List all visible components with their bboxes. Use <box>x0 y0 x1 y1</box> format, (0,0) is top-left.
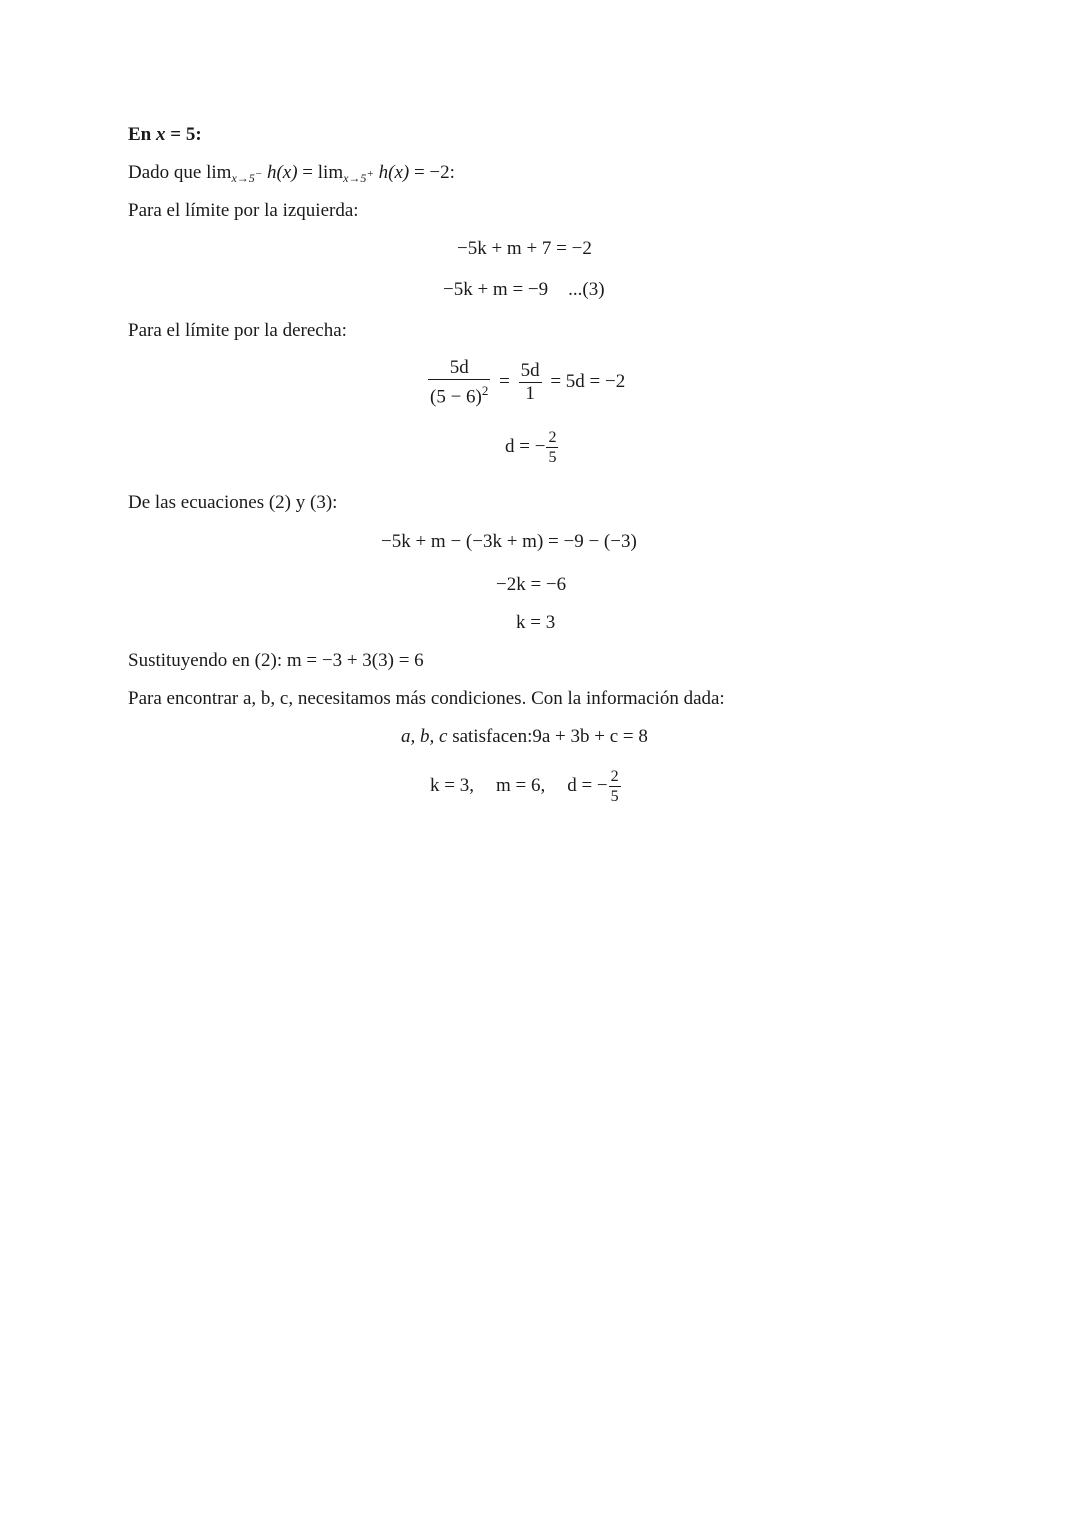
result-k: k = 3, <box>430 774 474 796</box>
conditions-equation <box>401 726 648 748</box>
given-limits-line <box>128 162 455 186</box>
d-value-equation <box>505 429 562 466</box>
right-limit-equation <box>424 358 625 407</box>
system-eq2: −2k = −6 <box>496 574 567 595</box>
conditions-mid: satisfacen: <box>447 726 533 747</box>
fraction-2-over-5: $\frac{2}{5}$ <box>548 429 557 466</box>
left-limit-eq1: −5k + m + 7 = −2 <box>457 238 592 259</box>
lim-left-sub: x→5− <box>231 168 263 185</box>
h-of-x-right: h(x) <box>378 162 410 183</box>
left-limit-eq2-row <box>443 279 605 301</box>
given-prefix: Dado que <box>128 162 207 183</box>
heading-variable: x <box>156 124 166 145</box>
left-limit-label: Para el límite por la izquierda: <box>128 200 359 221</box>
substitution-line <box>128 650 424 672</box>
lim-left: lim <box>206 162 232 183</box>
equals-sign: = <box>297 162 318 183</box>
system-eq1: −5k + m − (−3k + m) = −9 − (−3) <box>381 531 637 552</box>
fraction-5d-over-square: $\frac{5d}{(5 - 6)^2}$ <box>430 357 489 408</box>
equation-tag-3: ...(3) <box>568 279 605 300</box>
section-heading <box>128 124 202 146</box>
h-of-x-left: h(x) <box>266 162 298 183</box>
left-limit-eq2: −5k + m = −9 <box>443 279 549 300</box>
lim-right-sub: x→5+ <box>343 168 374 185</box>
conditions-text: Para encontrar a, b, c, necesitamos más condiciones. Con la información dada: <box>128 688 725 709</box>
fraction-5d-over-1: $\frac{5d}{1}$ <box>520 360 540 405</box>
conditions-rest: 9a + 3b + c = 8 <box>532 726 648 747</box>
right-limit-label: Para el límite por la derecha: <box>128 320 347 341</box>
system-label: De las ecuaciones (2) y (3): <box>128 492 338 513</box>
result-fraction-2-over-5: $\frac{2}{5}$ <box>610 768 619 805</box>
result-d-lhs: d = − <box>567 774 608 796</box>
substitution-prefix: Sustituyendo en (2): <box>128 650 287 671</box>
right-limit-rest: = 5d = −2 <box>550 371 626 393</box>
d-lhs: d = − <box>505 435 546 457</box>
system-eq3: k = 3 <box>516 612 556 633</box>
given-tail: = −2: <box>409 162 455 183</box>
heading-prefix: En <box>128 124 152 145</box>
conditions-vars: a, b, c <box>401 726 448 747</box>
result-m: m = 6, <box>495 774 546 796</box>
final-result <box>430 768 625 805</box>
substitution-expression: m = −3 + 3(3) = 6 <box>286 650 424 671</box>
heading-rest: = 5: <box>170 124 202 145</box>
equals-sign: = <box>499 371 510 393</box>
lim-right: lim <box>317 162 344 183</box>
